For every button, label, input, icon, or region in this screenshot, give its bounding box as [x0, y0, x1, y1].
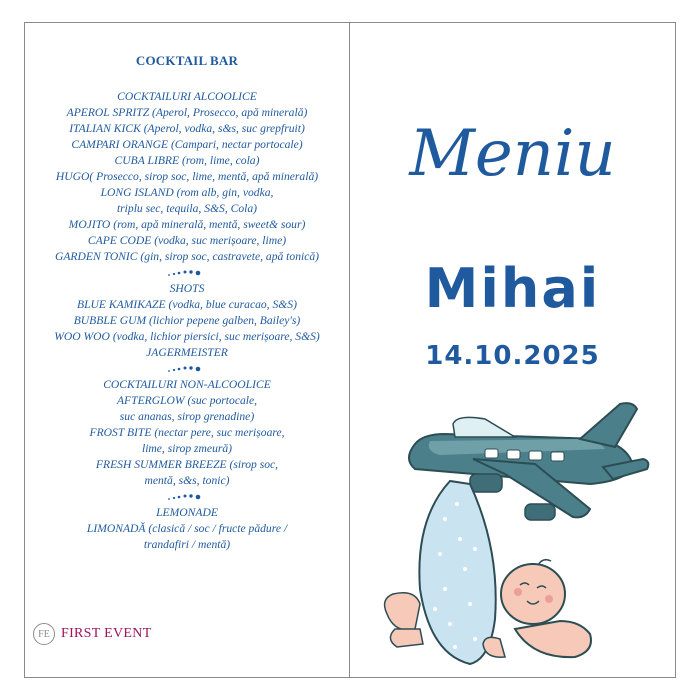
menu-line: LIMONADĂ (clasică / soc / fructe pădure /	[86, 522, 288, 535]
menu-title: Meniu	[409, 117, 616, 191]
dot-swirl-icon	[25, 489, 349, 505]
menu-line: LONG ISLAND (rom alb, gin, vodka,	[100, 186, 274, 199]
child-name: Mihai	[424, 257, 601, 320]
menu-line: suc ananas, sirop grenadine)	[119, 410, 255, 423]
cocktail-bar-title: COCKTAIL BAR	[135, 53, 239, 68]
menu-line: AFTERGLOW (suc portocale,	[116, 394, 258, 407]
menu-line: WOO WOO (vodka, lichior piersici, suc merișoare, S&S)	[54, 330, 320, 343]
menu-line: trandafiri / mentă)	[143, 538, 231, 551]
menu-line: CAMPARI ORANGE (Campari, nectar portocale)	[71, 138, 303, 151]
baby-bundle-icon	[419, 481, 495, 664]
menu-line: lime, sirop zmeură)	[141, 442, 233, 455]
menu-line: CUBA LIBRE (rom, lime, cola)	[114, 154, 260, 167]
first-event-logo	[33, 621, 152, 647]
menu-line: BLUE KAMIKAZE (vodka, blue curacao, S&S)	[77, 298, 297, 311]
menu-line: mentă, s&s, tonic)	[144, 474, 230, 487]
menu-line: JAGERMEISTER	[146, 346, 228, 359]
menu-line: MOJITO (rom, apă minerală, mentă, sweet& sour)	[68, 218, 306, 231]
menu-line: FROST BITE (nectar pere, suc merișoare,	[89, 426, 285, 439]
event-date: 14.10.2025	[425, 341, 600, 371]
menu-line: GARDEN TONIC (gin, sirop soc, castravete, apă tonică)	[54, 250, 320, 263]
menu-line: triplu sec, tequila, S&S, Cola)	[116, 202, 258, 215]
menu-card	[24, 22, 676, 678]
airplane-baby-illustration	[375, 389, 675, 679]
menu-line: COCKTAILURI ALCOOLICE	[117, 90, 257, 103]
menu-line: SHOTS	[169, 282, 205, 295]
menu-line: CAPE CODE (vodka, suc merișoare, lime)	[87, 234, 287, 247]
menu-line: BUBBLE GUM (lichior pepene galben, Bailey's)	[73, 314, 301, 327]
logo-text: FIRST EVENT	[61, 626, 152, 641]
menu-line: COCKTAILURI NON-ALCOOLICE	[103, 378, 271, 391]
menu-line: LEMONADE	[156, 506, 218, 519]
dot-swirl-icon	[25, 265, 349, 281]
menu-line: HUGO( Prosecco, sirop soc, lime, mentă, apă minerală)	[55, 170, 319, 183]
dot-swirl-icon	[25, 361, 349, 377]
menu-line: APEROL SPRITZ (Aperol, Prosecco, apă minerală)	[66, 106, 308, 119]
menu-line: ITALIAN KICK (Aperol, vodka, s&s, suc grepfruit)	[69, 122, 305, 135]
cover-panel	[350, 23, 675, 677]
cocktail-list	[25, 89, 349, 553]
cocktail-panel	[25, 23, 350, 677]
menu-line: FRESH SUMMER BREEZE (sirop soc,	[95, 458, 279, 471]
logo-mark-icon: FE	[33, 623, 55, 645]
